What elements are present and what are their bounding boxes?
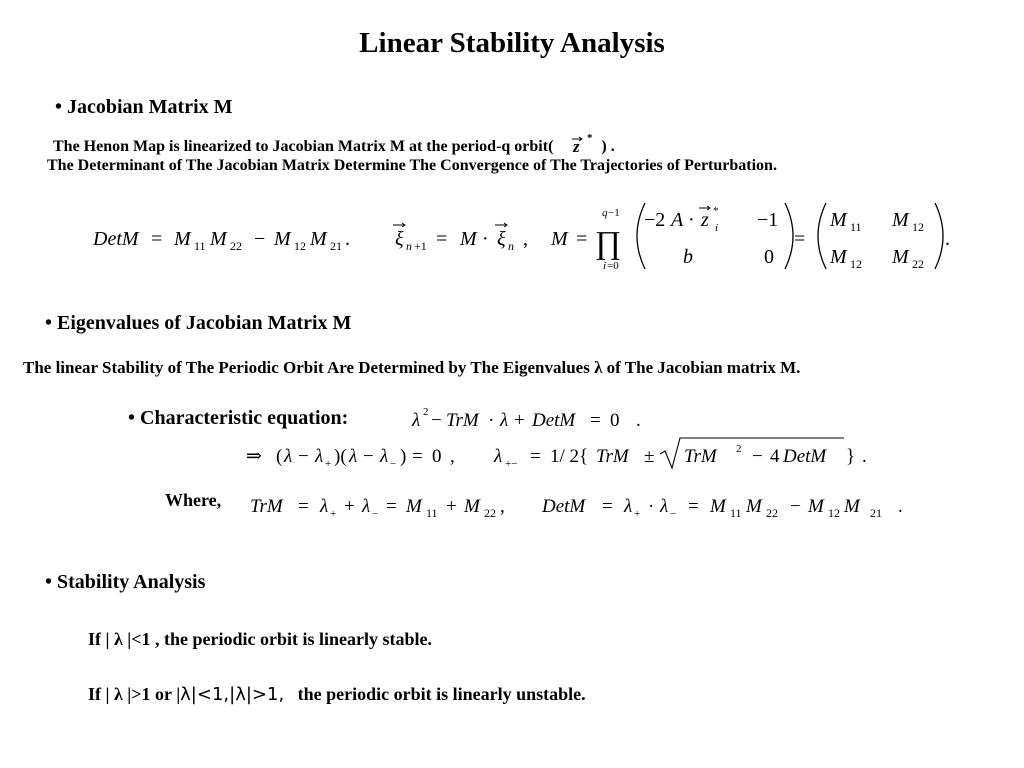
svg-text:.: . <box>636 410 641 431</box>
svg-text:12: 12 <box>294 239 306 253</box>
svg-text:*: * <box>713 205 719 217</box>
svg-text:M: M <box>274 228 291 250</box>
svg-text:M: M <box>746 496 762 517</box>
svg-text:λ: λ <box>500 410 509 431</box>
svg-text:0: 0 <box>610 410 620 431</box>
henon-linearized-text-end: ) . <box>601 138 615 155</box>
svg-text:±: ± <box>644 446 655 467</box>
svg-text:,: , <box>523 228 528 250</box>
svg-text:0: 0 <box>764 246 774 268</box>
svg-text:+−: +− <box>505 458 518 470</box>
svg-text:22: 22 <box>484 506 496 520</box>
svg-text:.: . <box>345 228 350 250</box>
bullet-eigenvalues: • Eigenvalues of Jacobian Matrix M <box>45 312 352 334</box>
svg-text:M: M <box>174 228 191 250</box>
svg-text:+: + <box>446 496 457 517</box>
svg-text:22: 22 <box>230 239 242 253</box>
svg-text:+: + <box>325 458 332 470</box>
svg-text:M: M <box>551 228 568 250</box>
unstable-condition-text <box>88 684 586 705</box>
svg-text:·: · <box>688 209 695 231</box>
svg-text:n: n <box>406 239 412 253</box>
svg-text:M: M <box>464 496 480 517</box>
svg-text:*: * <box>587 132 593 144</box>
svg-text:DetM: DetM <box>542 496 586 517</box>
svg-text:=: = <box>436 228 448 250</box>
svg-text:2: 2 <box>423 406 429 418</box>
svg-text:−: − <box>372 508 379 520</box>
svg-text:(: ( <box>276 446 283 467</box>
svg-text:z: z <box>701 209 709 231</box>
svg-text:12: 12 <box>828 506 840 520</box>
svg-text:=: = <box>602 496 613 517</box>
svg-text:λ: λ <box>284 446 293 467</box>
perturbation-recursion <box>393 223 528 253</box>
svg-text:): ) <box>400 446 407 467</box>
svg-text:0: 0 <box>432 446 442 467</box>
svg-text:=: = <box>298 496 309 517</box>
svg-text:·: · <box>488 410 495 431</box>
svg-text:TrM: TrM <box>446 410 479 431</box>
svg-text:−1: −1 <box>608 207 620 219</box>
det-m-equation <box>92 228 350 253</box>
svg-text:=: = <box>412 446 423 467</box>
svg-text:λ: λ <box>412 410 421 431</box>
svg-text:z: z <box>573 137 581 156</box>
svg-text:M: M <box>710 496 726 517</box>
svg-text:·: · <box>482 228 489 250</box>
svg-text:M: M <box>830 209 847 231</box>
svg-text:n: n <box>508 239 514 253</box>
svg-text:M: M <box>808 496 824 517</box>
svg-text:+: + <box>330 508 337 520</box>
svg-text:M: M <box>830 246 847 268</box>
bullet-characteristic-equation: • Characteristic equation: <box>128 407 349 429</box>
svg-text:i: i <box>603 260 607 272</box>
svg-text:M: M <box>460 228 477 250</box>
svg-text:λ: λ <box>660 496 669 517</box>
svg-text:}: } <box>846 446 856 467</box>
slide-title: Linear Stability Analysis <box>359 27 665 59</box>
svg-text:λ: λ <box>362 496 371 517</box>
svg-text:=: = <box>386 496 397 517</box>
svg-text:−: − <box>752 446 763 467</box>
eigenvalue-stability-text: The linear Stability of The Periodic Orbit Are Determined by The Eigenvalues λ of The Jacobian matrix M. <box>23 358 801 377</box>
svg-text:−: − <box>431 410 442 431</box>
svg-text:⇒: ⇒ <box>246 446 262 467</box>
svg-text:+: + <box>634 508 641 520</box>
eigenvalue-solution-formula <box>238 434 878 474</box>
svg-text:2: 2 <box>736 443 742 455</box>
svg-text:−: − <box>390 458 397 470</box>
svg-text:b: b <box>683 246 693 268</box>
svg-text:−: − <box>790 496 801 517</box>
svg-text:−2: −2 <box>644 209 666 231</box>
svg-text:,: , <box>500 496 505 517</box>
svg-text:)(: )( <box>334 446 347 467</box>
unstable-condition-part2: λ|<1,|λ|>1, <box>180 684 285 705</box>
bullet-jacobian-matrix: • Jacobian Matrix M <box>55 96 233 118</box>
svg-text:−1: −1 <box>757 209 779 231</box>
svg-text:−: − <box>670 508 677 520</box>
svg-text:=: = <box>590 410 601 431</box>
svg-text:DetM: DetM <box>783 446 827 467</box>
stable-condition-text: If | λ |<1 , the periodic orbit is linearly stable. <box>88 629 433 649</box>
bullet-stability-analysis: • Stability Analysis <box>45 571 206 593</box>
jacobian-product-matrix <box>550 203 950 272</box>
svg-text:ξ: ξ <box>497 228 506 250</box>
svg-text:=: = <box>688 496 699 517</box>
svg-text:M: M <box>210 228 227 250</box>
svg-text:11: 11 <box>850 220 862 234</box>
jacobian-equations <box>88 195 968 277</box>
svg-text:M: M <box>310 228 327 250</box>
characteristic-equation-formula <box>408 402 658 436</box>
svg-text:21: 21 <box>330 239 342 253</box>
svg-text:M: M <box>892 209 909 231</box>
svg-text:·: · <box>648 496 655 517</box>
svg-text:4: 4 <box>770 446 780 467</box>
svg-text:λ: λ <box>624 496 633 517</box>
svg-text:λ: λ <box>315 446 324 467</box>
svg-text:A: A <box>671 209 684 231</box>
svg-text:−: − <box>298 446 309 467</box>
svg-text:=: = <box>794 228 806 250</box>
svg-text:=: = <box>151 228 163 250</box>
svg-text:11: 11 <box>194 239 206 253</box>
svg-text:=: = <box>530 446 541 467</box>
svg-text:+: + <box>514 410 525 431</box>
svg-text:i: i <box>715 222 719 234</box>
svg-text:−: − <box>363 446 374 467</box>
svg-text:=: = <box>576 228 588 250</box>
trace-determinant-formula <box>246 488 916 524</box>
svg-text:TrM: TrM <box>596 446 629 467</box>
svg-text:M: M <box>892 246 909 268</box>
svg-text:TrM: TrM <box>684 446 717 467</box>
svg-text:+: + <box>344 496 355 517</box>
svg-text:ξ: ξ <box>395 228 404 250</box>
svg-text:.: . <box>862 446 867 467</box>
svg-text:1/ 2{: 1/ 2{ <box>550 446 589 467</box>
henon-linearized-text <box>53 132 615 160</box>
svg-text:TrM: TrM <box>250 496 283 517</box>
svg-text:λ: λ <box>320 496 329 517</box>
where-label: Where, <box>165 490 222 510</box>
svg-text:+1: +1 <box>414 239 427 253</box>
svg-text:∏: ∏ <box>595 224 622 260</box>
svg-text:q: q <box>602 207 608 219</box>
svg-text:11: 11 <box>426 506 438 520</box>
svg-text:λ: λ <box>380 446 389 467</box>
svg-text:=0: =0 <box>607 260 619 272</box>
svg-text:M: M <box>406 496 422 517</box>
svg-text:22: 22 <box>912 257 924 271</box>
unstable-condition-part3: the periodic orbit is linearly unstable. <box>297 684 586 704</box>
determinant-convergence-text: The Determinant of The Jacobian Matrix Determine The Convergence of The Trajectories of Perturbation. <box>47 157 777 174</box>
svg-text:M: M <box>844 496 860 517</box>
henon-linearized-text-start: The Henon Map is linearized to Jacobian Matrix M at the period-q orbit( <box>53 138 554 155</box>
svg-text:,: , <box>450 446 455 467</box>
svg-text:11: 11 <box>730 506 742 520</box>
svg-text:.: . <box>898 496 903 517</box>
svg-text:DetM: DetM <box>532 410 576 431</box>
unstable-condition-part1: If | λ |>1 or | <box>88 684 181 704</box>
svg-text:22: 22 <box>766 506 778 520</box>
svg-text:−: − <box>254 228 266 250</box>
svg-text:.: . <box>945 228 950 250</box>
svg-text:12: 12 <box>850 257 862 271</box>
svg-text:12: 12 <box>912 220 924 234</box>
svg-text:λ: λ <box>349 446 358 467</box>
svg-text:21: 21 <box>870 506 882 520</box>
svg-text:λ: λ <box>494 446 503 467</box>
svg-text:DetM: DetM <box>93 228 139 250</box>
z-star-vector-formula <box>557 132 597 160</box>
